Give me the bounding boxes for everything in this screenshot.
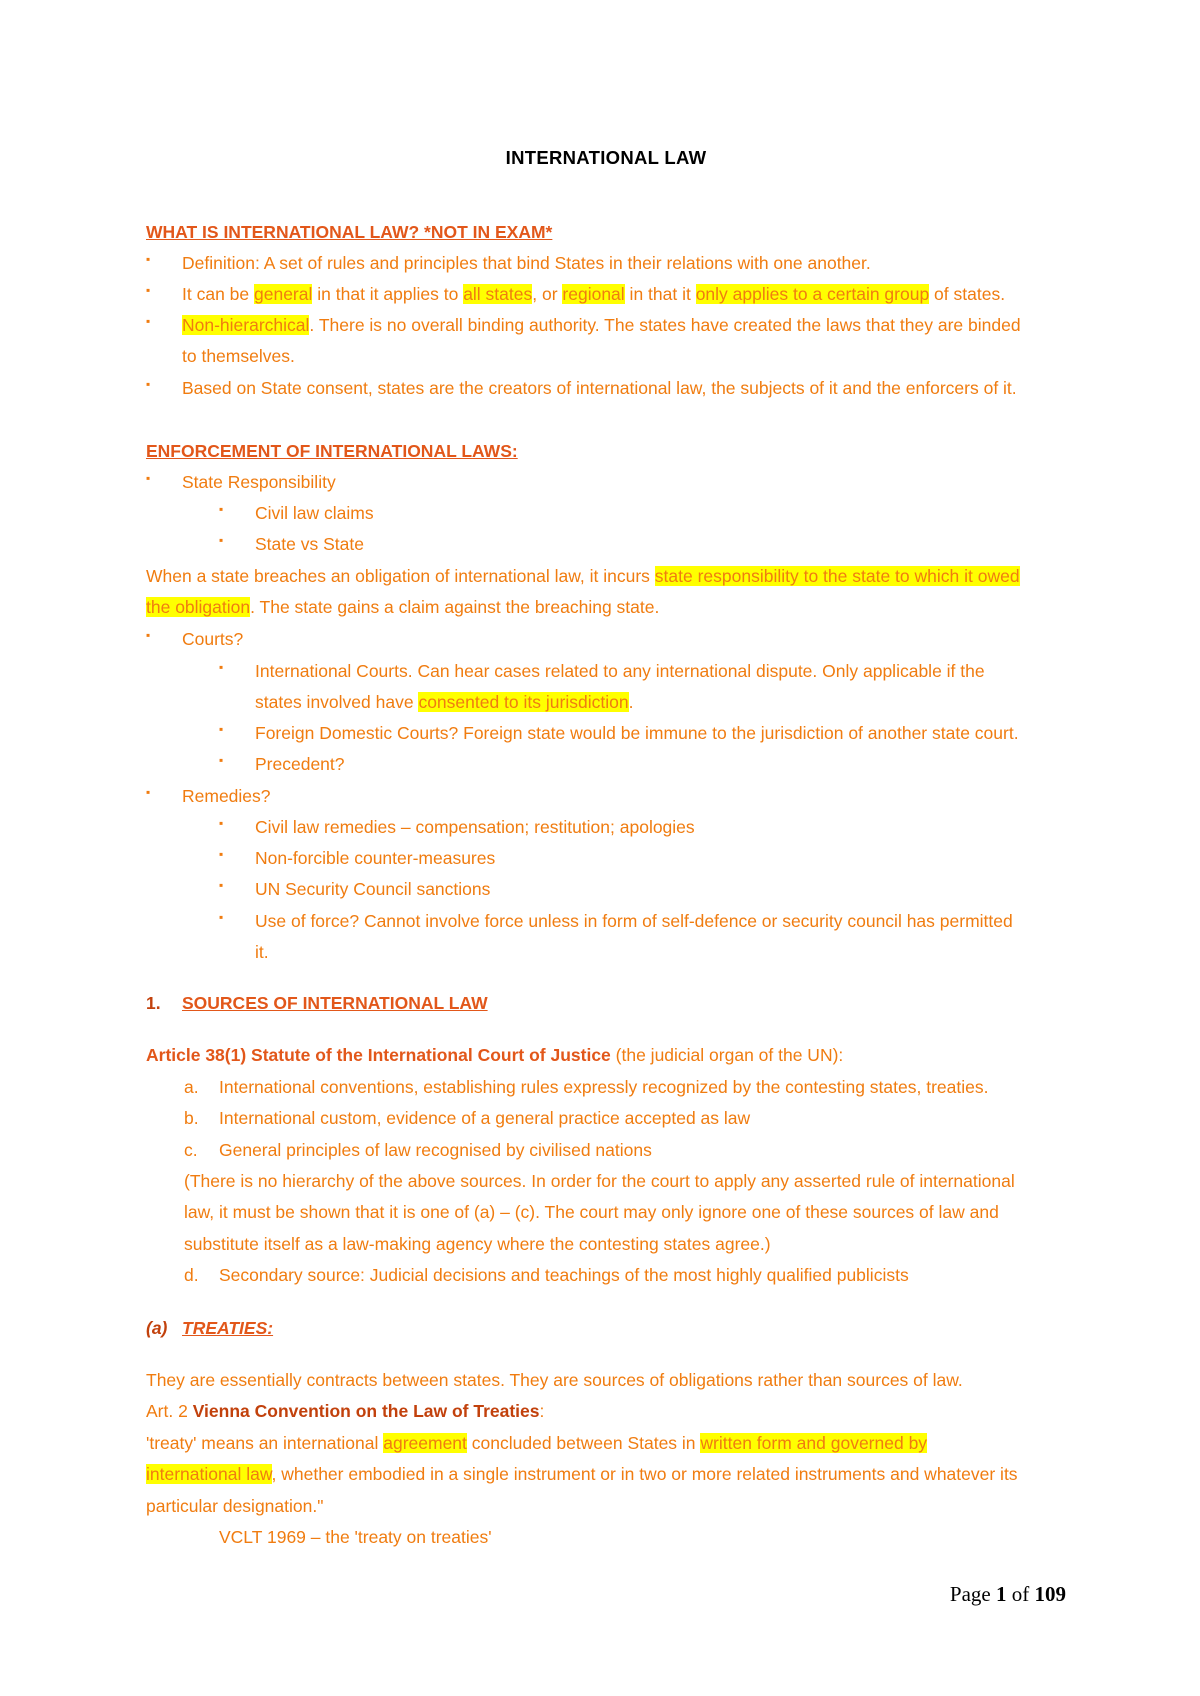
article-38-line (146, 1043, 843, 1067)
breach-paragraph-line2 (146, 595, 659, 619)
civil-law-claims-item: Civil law claims (255, 503, 374, 523)
document-title: INTERNATIONAL LAW (505, 147, 707, 168)
bullet-icon (219, 501, 229, 525)
text-run: Page (949, 1582, 996, 1606)
bullet-icon (219, 659, 229, 683)
bullet-icon (146, 376, 156, 400)
bullet-icon (219, 877, 229, 901)
section-heading-treaties: TREATIES: (182, 1318, 274, 1338)
section-number: 1. (146, 993, 161, 1013)
text-run: in that it applies to (312, 284, 464, 304)
list-marker: b. (184, 1108, 199, 1128)
non-hierarchical-text (182, 313, 1021, 337)
state-responsibility-item: State Responsibility (182, 472, 336, 492)
bullet-icon (219, 846, 229, 870)
text-run: It can be (182, 284, 254, 304)
bullet-icon (146, 784, 156, 808)
source-item-c: General principles of law recognised by civilised nations (219, 1140, 652, 1160)
precedent-item: Precedent? (255, 754, 345, 774)
highlight: consented to its jurisdiction (418, 692, 629, 712)
international-courts-item-cont (255, 690, 633, 714)
text-run: When a state breaches an obligation of international law, it incurs (146, 566, 655, 586)
general-regional-text (182, 282, 1005, 306)
sanctions-item: UN Security Council sanctions (255, 879, 491, 899)
text-run: , or (532, 284, 563, 304)
breach-paragraph-line1 (146, 564, 1020, 588)
treaty-definition-line3: particular designation." (146, 1496, 324, 1516)
text-run: (the judicial organ of the UN): (610, 1045, 844, 1065)
bullet-icon (146, 470, 156, 494)
text-run: in that it (624, 284, 696, 304)
highlight: international law (146, 1464, 272, 1484)
hierarchy-note-line2: law, it must be shown that it is one of (a) – (c). The court may only ignore one of these sources of law and (184, 1202, 999, 1222)
text-run: , whether embodied in a single instrument or in two or more related instruments and whatever its (271, 1464, 1018, 1484)
civil-remedies-item: Civil law remedies – compensation; restitution; apologies (255, 817, 695, 837)
source-item-b: International custom, evidence of a general practice accepted as law (219, 1108, 751, 1128)
remedies-item: Remedies? (182, 786, 271, 806)
counter-measures-item: Non-forcible counter-measures (255, 848, 496, 868)
text-run: : (539, 1401, 545, 1421)
text-run: . The state gains a claim against the breaching state. (250, 597, 660, 617)
highlight: all states (463, 284, 533, 304)
bullet-icon (219, 815, 229, 839)
list-marker: d. (184, 1265, 199, 1285)
source-item-a: International conventions, establishing rules expressly recognized by the contesting states, treaties. (219, 1077, 989, 1097)
text-run: 'treaty' means an international (146, 1433, 384, 1453)
treaty-definition-line2 (146, 1462, 1018, 1486)
bullet-icon (219, 909, 229, 933)
text-run: of states. (929, 284, 1006, 304)
section-heading-enforcement: ENFORCEMENT OF INTERNATIONAL LAWS: (146, 441, 518, 461)
text-run: concluded between States in (466, 1433, 701, 1453)
courts-item: Courts? (182, 629, 244, 649)
text-run: . (628, 692, 634, 712)
international-courts-item: International Courts. Can hear cases related to any international dispute. Only applicable if the (255, 661, 985, 681)
treaty-definition-line1 (146, 1431, 927, 1455)
bullet-icon (146, 251, 156, 275)
convention-title: Vienna Convention on the Law of Treaties (192, 1401, 540, 1421)
bullet-icon (219, 752, 229, 776)
vclt-note: VCLT 1969 – the 'treaty on treaties' (219, 1527, 492, 1547)
source-item-d: Secondary source: Judicial decisions and teachings of the most highly qualified publicists (219, 1265, 909, 1285)
hierarchy-note-line1: (There is no hierarchy of the above sources. In order for the court to apply any asserted rule of international (184, 1171, 1015, 1191)
foreign-domestic-courts-item: Foreign Domestic Courts? Foreign state would be immune to the jurisdiction of another state court. (255, 723, 1019, 743)
section-heading-what-is: WHAT IS INTERNATIONAL LAW? *NOT IN EXAM* (146, 222, 553, 242)
page-number-footer (950, 1582, 1066, 1607)
text-run: . There is no overall binding authority. The states have created the laws that they are binded (309, 315, 1021, 335)
definition-text: Definition: A set of rules and principles that bind States in their relations with one another. (182, 253, 871, 273)
highlight: Non-hierarchical (182, 315, 310, 335)
subsection-number: (a) (146, 1318, 168, 1338)
text-run: states involved have (255, 692, 419, 712)
article-title: Article 38(1) Statute of the International Court of Justice (146, 1045, 611, 1065)
highlight: agreement (383, 1433, 467, 1453)
total-pages: 109 (1034, 1582, 1066, 1606)
vienna-convention-line (146, 1399, 544, 1423)
highlight: general (254, 284, 313, 304)
highlight: state responsibility to the state to which it owed (654, 566, 1020, 586)
current-page: 1 (996, 1582, 1007, 1606)
treaties-description: They are essentially contracts between states. They are sources of obligations rather than sources of law. (146, 1370, 963, 1390)
non-hierarchical-text-cont: to themselves. (182, 346, 295, 366)
bullet-icon (219, 721, 229, 745)
bullet-icon (219, 532, 229, 556)
bullet-icon (146, 313, 156, 337)
section-heading-sources: SOURCES OF INTERNATIONAL LAW (182, 993, 488, 1013)
text-run: of (1006, 1582, 1035, 1606)
bullet-icon (146, 627, 156, 651)
text-run: Art. 2 (146, 1401, 193, 1421)
state-consent-text: Based on State consent, states are the creators of international law, the subjects of it and the enforcers of it. (182, 378, 1017, 398)
bullet-icon (146, 282, 156, 306)
list-marker: a. (184, 1077, 199, 1097)
highlight: regional (562, 284, 625, 304)
highlight: written form and governed by (700, 1433, 928, 1453)
highlight: the obligation (146, 597, 251, 617)
use-of-force-item-cont: it. (255, 942, 269, 962)
use-of-force-item: Use of force? Cannot involve force unless in form of self-defence or security council has permitted (255, 911, 1013, 931)
highlight: only applies to a certain group (695, 284, 930, 304)
state-vs-state-item: State vs State (255, 534, 364, 554)
list-marker: c. (184, 1140, 198, 1160)
hierarchy-note-line3: substitute itself as a law-making agency where the contesting states agree.) (184, 1234, 771, 1254)
